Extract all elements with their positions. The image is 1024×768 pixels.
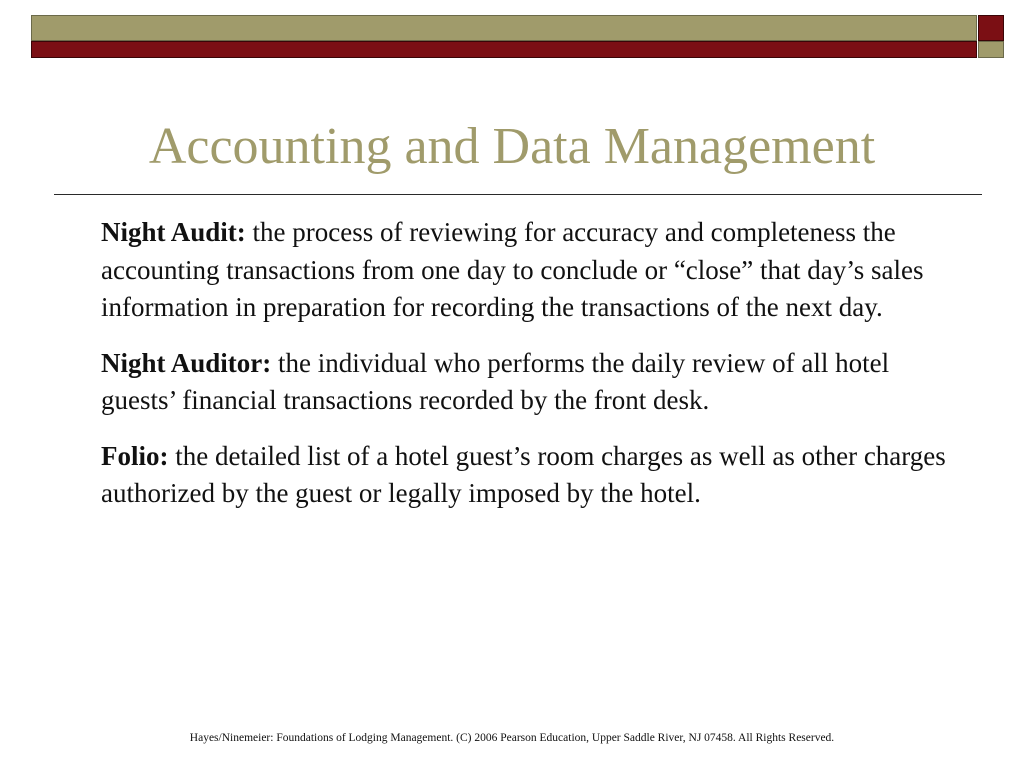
header-corner-red: [978, 15, 1004, 41]
definition-folio: [101, 438, 961, 513]
title-divider: [54, 194, 982, 195]
definition-term: Night Auditor:: [101, 347, 272, 378]
definitions-list: [101, 214, 961, 531]
header-banner-olive: [31, 15, 977, 41]
definition-text: the process of reviewing for accuracy and completeness the accounting transactions from one day to conclude or “close” that day’s sales information in preparation for recording the transactions of the next day.: [101, 217, 924, 322]
header-corner-olive: [978, 41, 1004, 58]
definition-term: Night Audit:: [101, 217, 246, 247]
header-banner-red: [31, 41, 977, 58]
definition-text: the individual who performs the daily review of all hotel guests’ financial transactions recorded by the front desk.: [101, 347, 890, 415]
definition-text: the detailed list of a hotel guest’s room charges as well as other charges authorized by the guest or legally imposed by the hotel.: [101, 440, 946, 508]
definition-night-auditor: [101, 345, 961, 420]
slide-title: Accounting and Data Management: [148, 118, 876, 175]
definition-night-audit: [101, 214, 961, 327]
copyright-footer: Hayes/Ninemeier: Foundations of Lodging Management. (C) 2006 Pearson Education, Upper Saddle River, NJ 07458. All Rights Reserved.: [189, 732, 835, 744]
definition-term: Folio:: [101, 440, 169, 471]
